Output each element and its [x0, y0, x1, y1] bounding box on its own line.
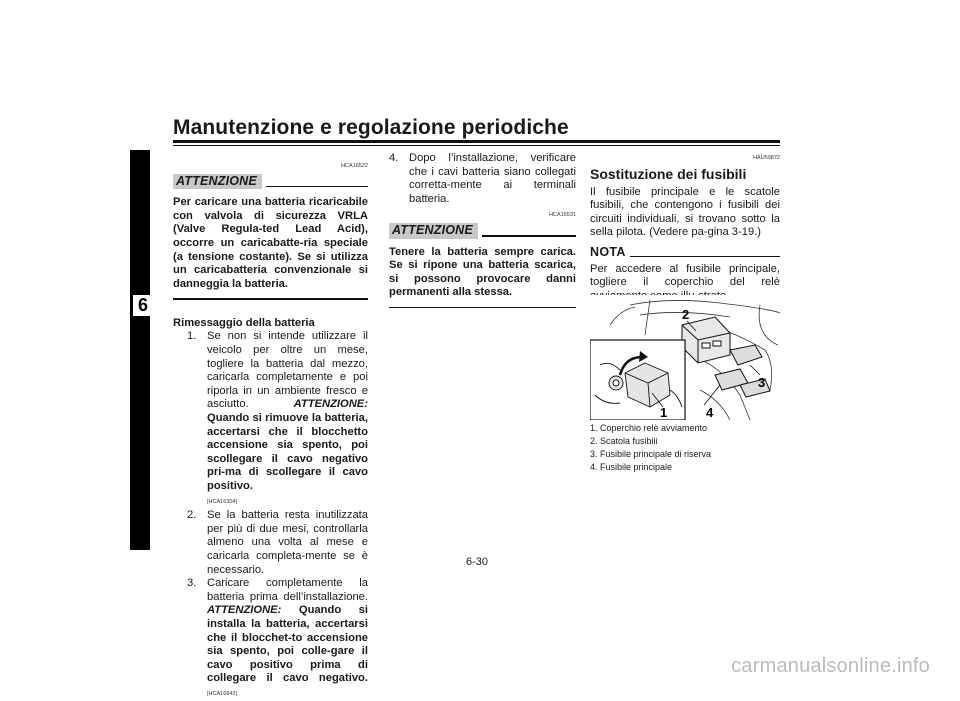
list-number: 3.	[187, 577, 197, 590]
list-item-2	[173, 509, 368, 577]
callout-1: 1	[660, 405, 668, 420]
list-item-1	[173, 330, 368, 509]
warning-code: HCA16522	[341, 163, 368, 169]
watermark: carmanualsonline.info	[731, 655, 930, 677]
chapter-tab	[130, 150, 150, 550]
warning-text: Per caricare una batteria ricaricabile con valvola di sicurezza VRLA (Valve Regula-ted Lead Acid), occorre un caricabatte-ria speciale (a tensione costante). Se si utilizza un caricabatteria convenzionale si danneggia la batteria.	[173, 196, 368, 290]
list-item-4	[389, 152, 576, 206]
column-3	[590, 152, 780, 311]
storage-heading: Rimessaggio della batteria	[173, 316, 315, 329]
chapter-number: 6	[133, 295, 153, 316]
warning-header	[389, 223, 576, 239]
ref-code: [HCA16842]	[207, 690, 237, 697]
callout-2: 2	[682, 307, 690, 322]
list-text: Se la batteria resta inutilizzata per più di due mesi, controllarla almeno una volta al mese e caricarla completa-mente se è necessario.	[207, 509, 368, 576]
column-2	[389, 152, 576, 308]
title-rule-thin	[173, 145, 780, 146]
caption-4: 4. Fusibile principale	[590, 462, 673, 472]
list-body	[207, 577, 368, 701]
note-rule	[630, 256, 780, 257]
note-header	[590, 246, 780, 260]
page-number: 6-30	[466, 556, 489, 568]
section-heading: Sostituzione dei fusibili	[590, 165, 747, 182]
warning-code: HCA16531	[549, 212, 576, 219]
fuse-illustration	[590, 295, 780, 420]
caption-2: 2. Scatola fusibili	[590, 436, 658, 446]
note-text: Per accedere al fusibile principale, togliere il coperchio del relè	[590, 262, 780, 289]
warning-label: ATTENZIONE	[389, 223, 478, 239]
list-number: 4.	[389, 152, 399, 164]
warning-rule	[266, 186, 368, 188]
title-rule	[173, 140, 780, 143]
warning-bottom-rule	[173, 298, 368, 300]
callout-3: 3	[758, 375, 766, 390]
section-code: HAU59872	[753, 155, 780, 161]
inline-attention-text: Quando si rimuove la batteria, accertarsi che il blocchetto accensione sia spento, poi scollegare il cavo negativo pri-ma di scollegare il cavo positivo.	[207, 412, 368, 492]
page-title: Manutenzione e regolazione periodiche	[173, 116, 569, 139]
list-number: 1.	[187, 330, 197, 343]
list-text: Se non si intende utilizzare il veicolo per oltre un mese, togliere la batteria dal mezzo, caricarla completamente e poi riporla in un ambiente fresco e asciutto.	[207, 330, 368, 411]
callout-4: 4	[706, 405, 714, 420]
caption-3: 3. Fusibile principale di riserva	[590, 449, 712, 459]
list-item-3	[173, 577, 368, 701]
intro-text: Il fusibile principale e le scatole fusibili, che contengono i fusibili dei circuiti individuali, si trovano sotto la sella pilota. (Vedere pa-gina 3-19.)	[590, 185, 780, 239]
warning-rule	[482, 235, 576, 237]
column-1	[173, 160, 368, 701]
ref-code: [HCA16304]	[207, 498, 237, 505]
note-label: NOTA	[590, 244, 626, 259]
warning-bottom-rule	[389, 307, 576, 309]
inline-attention-text: Quando si installa la batteria, accertarsi che il blocchet-to accensione sia spento, poi colle-gare il cavo positivo prima di collegare il cavo negativo.	[207, 604, 368, 685]
list-body	[207, 330, 368, 509]
list-number: 2.	[187, 509, 197, 522]
list-text: Caricare completamente la batteria prima dell’installazione.	[207, 577, 368, 603]
warning-label: ATTENZIONE	[173, 174, 262, 190]
warning-text: Tenere la batteria sempre carica. Se si ripone una batteria scarica, si possono provocare danni permanenti alla stessa.	[389, 245, 576, 299]
warning-header	[173, 174, 368, 190]
inline-attention-label: ATTENZIONE:	[207, 604, 282, 617]
list-text: Dopo l’installazione, verificare che i cavi batteria siano collegati corretta-mente ai terminali batteria.	[409, 152, 576, 205]
caption-1: 1. Coperchio relè avviamento	[590, 423, 708, 433]
fuse-drawing	[590, 295, 780, 420]
inline-attention-label: ATTENZIONE:	[293, 398, 368, 411]
